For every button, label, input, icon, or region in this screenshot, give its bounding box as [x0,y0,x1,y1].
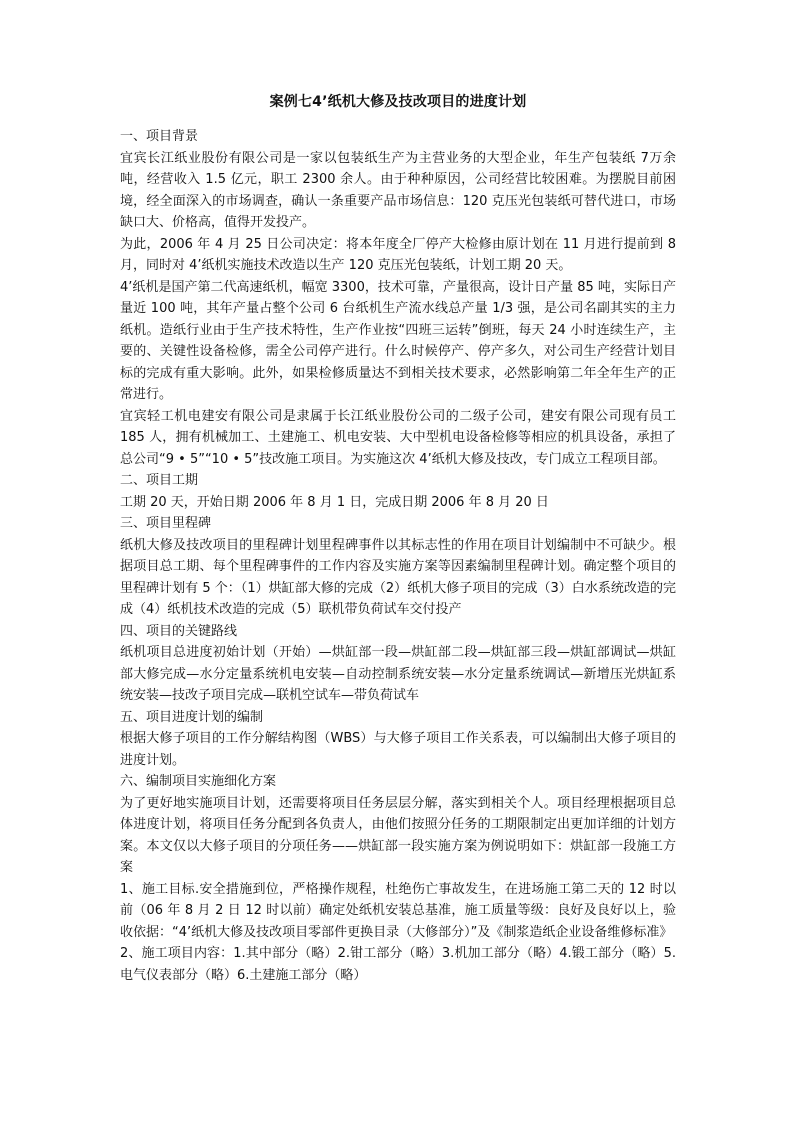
paragraph: 纸机大修及技改项目的里程碑计划里程碑事件以其标志性的作用在项目计划编制中不可缺少。根据项目总工期、每个里程碑事件的工作内容及实施方案等因素编制里程碑计划。确定整个项目的里程碑计划有 5 个：（1）烘缸部大修的完成（2）纸机大修子项目的完成（3）白水系统改造的完成（4）纸机技术改造的完成（5）联机带负荷试车交付投产 [120,537,676,617]
paragraph: 4’纸机是国产第二代高速纸机，幅宽 3300，技术可靠，产量很高，设计日产量 85 吨，实际日产量近 100 吨，其年产量占整个公司 6 台纸机生产流水线总产量 1/3 强，是公司名副其实的主力纸机。造纸行业由于生产技术特性，生产作业按“四班三运转”倒班，每天 24 小时连续生产，主要的、关键性设备检修，需全公司停产进行。什么时候停产、停产多久，对公司生产经营计划目标的完成有重大影响。此外，如果检修质量达不到相关技术要求，必然影响第二年全年生产的正常进行。 [120,279,676,402]
paragraph: 根据大修子项目的工作分解结构图（WBS）与大修子项目工作关系表，可以编制出大修子项目的进度计划。 [120,731,676,768]
paragraph: 纸机项目总进度初始计划（开始）—烘缸部一段—烘缸部二段—烘缸部三段—烘缸部调试—烘缸部大修完成—水分定量系统机电安装—自动控制系统安装—水分定量系统调试—新增压光烘缸系统安装—技改子项目完成—联机空试车—带负荷试车 [120,645,676,703]
document-page [120,92,676,986]
paragraph: 宜宾长江纸业股份有限公司是一家以包装纸生产为主营业务的大型企业，年生产包装纸 7万余吨，经营收入 1.5 亿元，职工 2300 余人。由于种种原因，公司经营比较困难。为摆脱目前困境，经全面深入的市场调查，确认一条重要产品市场信息：120 克压光包装纸可替代进口，市场缺口大、价格高，值得开发投产。 [120,150,676,230]
section-heading: 一、项目背景 [120,129,199,144]
section-heading: 六、编制项目实施细化方案 [120,774,277,789]
paragraph: 宜宾轻工机电建安有限公司是隶属于长江纸业股份公司的二级子公司，建安有限公司现有员工 185 人，拥有机械加工、土建施工、机电安装、大中型机电设备检修等相应的机具设备，承担了总公司“9 • 5”“10 • 5”技改施工项目。为实施这次 4’纸机大修及技改，专门成立工程项目部。 [120,408,676,467]
paragraph: 1、施工目标.安全措施到位，严格操作规程，杜绝伤亡事故发生，在进场施工第二天的 12 时以前（06 年 8 月 2 日 12 时以前）确定处纸机安装总基准，施工质量等级：良好及良好以上，验收依据：“4’纸机大修及技改项目零部件更换目录（大修部分）”及《制浆造纸企业设备维修标准》 [120,881,676,940]
paragraph: 为了更好地实施项目计划，还需要将项目任务层层分解，落实到相关个人。项目经理根据项目总体进度计划，将项目任务分配到各负责人，由他们按照分任务的工期限制定出更加详细的计划方案。本文仅以大修子项目的分项任务——烘缸部一段实施方案为例说明如下：烘缸部一段施工方案 [120,795,676,875]
document-body [120,126,676,986]
paragraph: 2、施工项目内容：1.其中部分（略）2.钳工部分（略）3.机加工部分（略）4.锻工部分（略）5.电气仪表部分（略）6.土建施工部分（略） [120,946,676,983]
section-heading: 二、项目工期 [120,473,199,488]
section-heading: 四、项目的关键路线 [120,623,238,639]
document-title: 案例七4’纸机大修及技改项目的进度计划 [269,94,527,110]
section-heading: 五、项目进度计划的编制 [120,709,264,725]
paragraph: 为此，2006 年 4 月 25 日公司决定：将本年度全厂停产大检修由原计划在 11 月进行提前到 8 月，同时对 4’纸机实施技术改造以生产 120 克压光包装纸，计划工期 20 天。 [120,236,676,273]
paragraph: 工期 20 天，开始日期 2006 年 8 月 1 日，完成日期 2006 年 8 月 20 日 [120,494,549,510]
section-heading: 三、项目里程碑 [120,516,212,531]
